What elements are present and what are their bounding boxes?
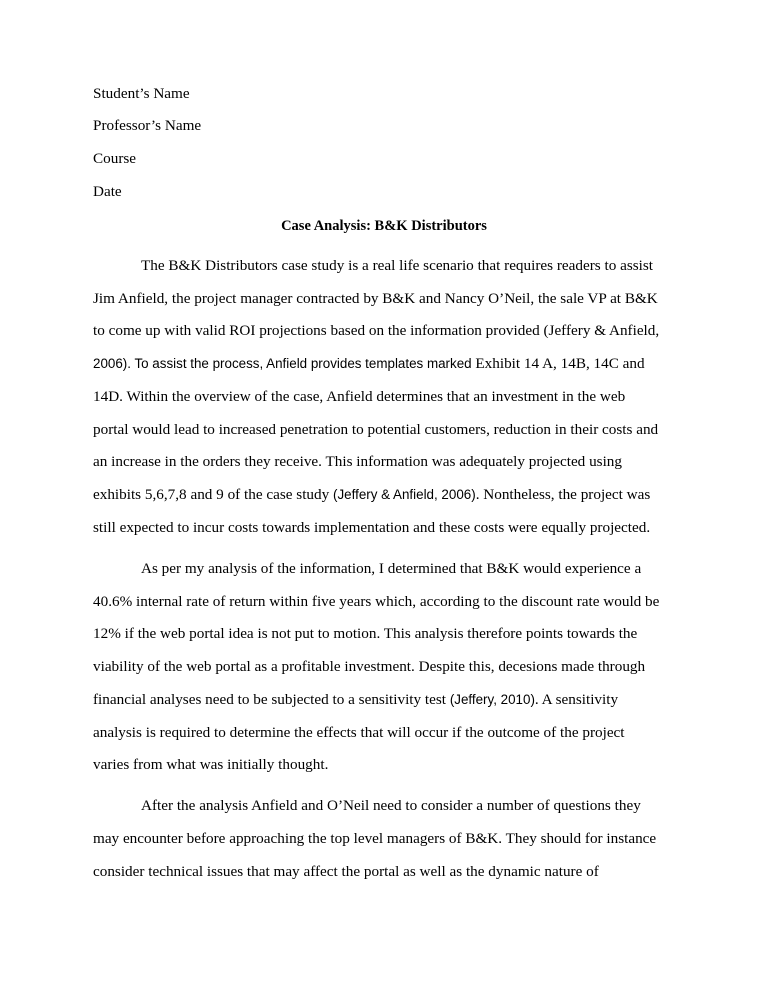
paragraph-line: 12% if the web portal idea is not put to motion. This analysis therefore points towards the	[93, 625, 638, 642]
paragraph-line: The B&K Distributors case study is a real life scenario that requires readers to assist	[141, 257, 654, 274]
paragraph-line: still expected to incur costs towards implementation and these costs were equally projected.	[93, 519, 651, 536]
paragraph-line	[93, 354, 645, 374]
text-run: exhibits 5,6,7,8 and 9 of the case study	[93, 486, 334, 503]
citation: (Jeffery, 2010)	[449, 692, 535, 707]
paragraph-line: portal would lead to increased penetration to potential customers, reduction in their costs and	[93, 421, 659, 438]
citation: (Jeffery & Anfield, 2006)	[333, 487, 476, 502]
paragraph-line	[93, 690, 618, 710]
text-run: 2006). To assist the process, Anfield provides templates marked	[93, 356, 472, 371]
paragraph-line	[93, 485, 650, 505]
paragraph-line: an increase in the orders they receive. This information was adequately projected using	[93, 453, 622, 470]
student-name: Student’s Name	[93, 85, 190, 102]
paragraph-line: 40.6% internal rate of return within five years which, according to the discount rate would be	[93, 593, 660, 610]
text-run: . Nontheless, the project was	[475, 486, 651, 503]
paragraph-line: consider technical issues that may affect the portal as well as the dynamic nature of	[93, 863, 599, 880]
date: Date	[93, 183, 122, 200]
professor-name: Professor’s Name	[93, 117, 202, 134]
text-run: Exhibit 14 A, 14B, 14C and	[471, 355, 645, 372]
paragraph-line: After the analysis Anfield and O’Neil need to consider a number of questions they	[141, 797, 641, 814]
text-run: financial analyses need to be subjected to a sensitivity test	[93, 691, 450, 708]
paragraph-line: 14D. Within the overview of the case, Anfield determines that an investment in the web	[93, 388, 626, 405]
paragraph-line: may encounter before approaching the top level managers of B&K. They should for instance	[93, 830, 657, 847]
paragraph-line: viability of the web portal as a profitable investment. Despite this, decesions made through	[93, 658, 646, 675]
paragraph-line: to come up with valid ROI projections based on the information provided (Jeffery & Anfield,	[93, 322, 660, 339]
paragraph-line: varies from what was initially thought.	[93, 756, 329, 773]
paragraph-line: Jim Anfield, the project manager contracted by B&K and Nancy O’Neil, the sale VP at B&K	[93, 290, 658, 307]
course: Course	[93, 150, 137, 167]
document-title: Case Analysis: B&K Distributors	[281, 218, 487, 234]
paragraph-line: analysis is required to determine the effects that will occur if the outcome of the project	[93, 724, 625, 741]
text-run: . A sensitivity	[534, 691, 619, 708]
paragraph-line: As per my analysis of the information, I determined that B&K would experience a	[141, 560, 642, 577]
